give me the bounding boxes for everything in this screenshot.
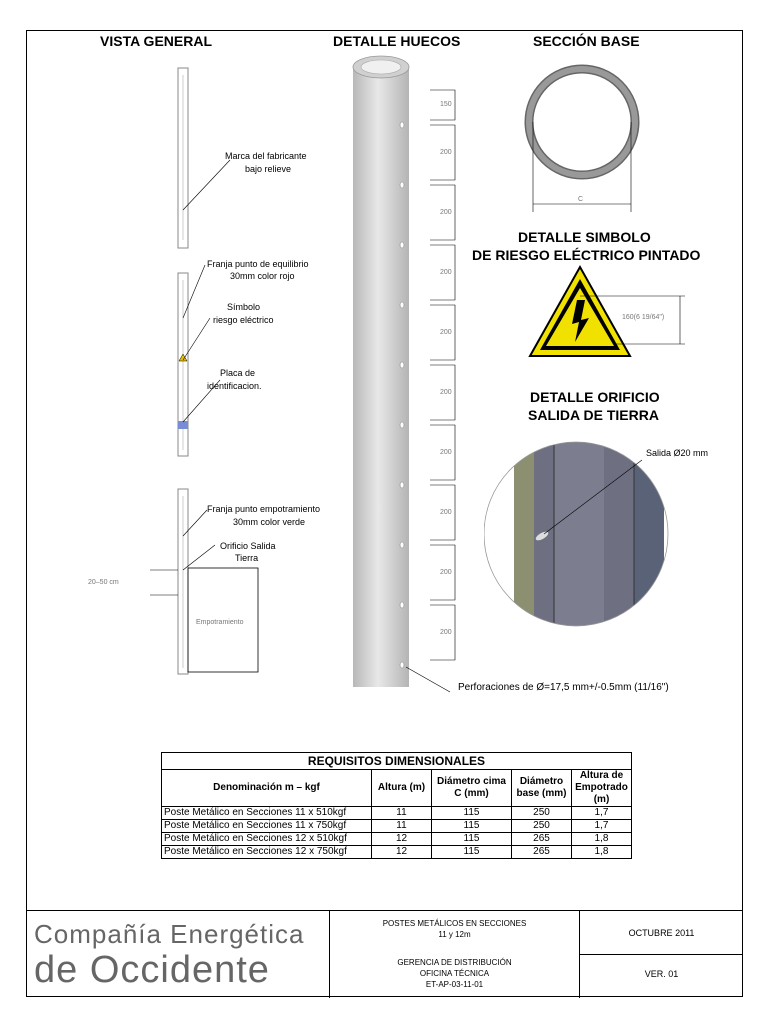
hueco-dim-label: 200 (440, 148, 452, 156)
logo-line-2: de Occidente (34, 949, 270, 991)
hueco-dim-label: 200 (440, 208, 452, 216)
label-simbolo-2: riesgo eléctrico (213, 315, 274, 325)
perforacion-hole (400, 362, 404, 368)
table-row (162, 807, 632, 820)
table-cell: 115 (432, 807, 512, 820)
perforacion-hole (400, 242, 404, 248)
table-cell: Poste Metálico en Secciones 12 x 750kgf (162, 846, 372, 859)
table-header-cell: Denominación m – kgf (162, 770, 372, 807)
label-simbolo-1: Símbolo (227, 302, 261, 312)
table-cell: 11 (372, 820, 432, 833)
table-cell: Poste Metálico en Secciones 11 x 510kgf (162, 807, 372, 820)
perforacion-hole (400, 422, 404, 428)
label-placa-1: Placa de (220, 368, 256, 378)
label-empotramiento: Empotramiento (196, 619, 244, 626)
label-marca-2: bajo relieve (245, 164, 292, 174)
table-header-cell: Diámetro base (mm) (512, 770, 572, 807)
salida-label: Salida Ø20 mm (646, 448, 709, 458)
perforacion-hole (400, 662, 404, 668)
label-franja-equilibrio-2: 30mm color rojo (230, 271, 295, 281)
label-franja-equilibrio-1: Franja punto de equilibrio (207, 259, 309, 269)
table-header-cell: Altura (m) (372, 770, 432, 807)
heading-detalle-simbolo-1: DETALLE SIMBOLO (518, 229, 651, 245)
table-cell: 1,7 (572, 807, 632, 820)
hueco-dim-label: 200 (440, 508, 452, 516)
heading-detalle-simbolo-2: DE RIESGO ELÉCTRICO PINTADO (472, 247, 701, 263)
perforacion-hole (400, 602, 404, 608)
table-cell: 250 (512, 807, 572, 820)
orificio-detail-drawing (484, 438, 684, 638)
label-orificio-2: Tierra (235, 553, 259, 563)
table-cell: 265 (512, 846, 572, 859)
table-cell: Poste Metálico en Secciones 11 x 750kgf (162, 820, 372, 833)
seccion-base-drawing (520, 62, 660, 212)
table-row (162, 820, 632, 833)
heading-detalle-orificio-1: DETALLE ORIFICIO (530, 389, 660, 405)
hueco-dim-label: 200 (440, 328, 452, 336)
dim-c: C (578, 196, 584, 203)
doc-version: VER. 01 (644, 969, 679, 979)
label-orificio-1: Orificio Salida (220, 541, 276, 551)
table-cell: 1,7 (572, 820, 632, 833)
doc-title-1: POSTES METÁLICOS EN SECCIONES (382, 919, 527, 928)
table-cell: 250 (512, 820, 572, 833)
dept-1: GERENCIA DE DISTRIBUCIÓN (397, 958, 512, 967)
perforacion-hole (400, 122, 404, 128)
table-title: REQUISITOS DIMENSIONALES (162, 753, 632, 770)
table-cell: 115 (432, 846, 512, 859)
perforaciones-note: Perforaciones de Ø=17,5 mm+/-0.5mm (11/16") (458, 682, 669, 693)
riesgo-electrico-icon (525, 264, 695, 364)
table-cell: 12 (372, 833, 432, 846)
doc-date: OCTUBRE 2011 (628, 928, 695, 938)
heading-detalle-orificio-2: SALIDA DE TIERRA (528, 407, 659, 423)
detalle-huecos-drawing (350, 55, 470, 695)
dept-2: OFICINA TÉCNICA (419, 969, 490, 978)
doc-title-2: 11 y 12m (438, 930, 471, 939)
label-franja-empotramiento-1: Franja punto empotramiento (207, 504, 321, 514)
table-cell: Poste Metálico en Secciones 12 x 510kgf (162, 833, 372, 846)
table-cell: 1,8 (572, 846, 632, 859)
logo-line-1: Compañía Energética (34, 919, 305, 949)
hueco-dim-label: 200 (440, 628, 452, 636)
hueco-dim-label: 150 (440, 101, 452, 108)
table-cell: 1,8 (572, 833, 632, 846)
perforacion-hole (400, 302, 404, 308)
heading-vista-general: VISTA GENERAL (100, 33, 213, 49)
table-cell: 12 (372, 846, 432, 859)
hueco-dim-label: 200 (440, 268, 452, 276)
requisitos-table (161, 752, 632, 859)
hueco-dim-label: 200 (440, 388, 452, 396)
table-row (162, 846, 632, 859)
table-header-cell: Diámetro cima C (mm) (432, 770, 512, 807)
hueco-dim-label: 200 (440, 568, 452, 576)
heading-seccion-base: SECCIÓN BASE (533, 33, 640, 49)
perforacion-hole (400, 182, 404, 188)
table-header-cell: Altura de Empotrado (m) (572, 770, 632, 807)
table-cell: 115 (432, 833, 512, 846)
hueco-dim-label: 200 (440, 448, 452, 456)
dim-simbolo: 160(6 19/64") (622, 314, 665, 321)
footer (26, 910, 743, 998)
label-placa-2: identificacion. (207, 381, 262, 391)
perforacion-hole (400, 542, 404, 548)
table-cell: 265 (512, 833, 572, 846)
table-row (162, 833, 632, 846)
dim-20-50-cm: 20–50 cm (88, 579, 119, 586)
label-marca-1: Marca del fabricante (225, 151, 307, 161)
perforacion-hole (400, 482, 404, 488)
table-cell: 11 (372, 807, 432, 820)
table-header-row (162, 770, 632, 807)
doc-code: ET-AP-03-11-01 (425, 980, 484, 989)
table-cell: 115 (432, 820, 512, 833)
heading-detalle-huecos: DETALLE HUECOS (333, 33, 461, 49)
label-franja-empotramiento-2: 30mm color verde (233, 517, 306, 527)
